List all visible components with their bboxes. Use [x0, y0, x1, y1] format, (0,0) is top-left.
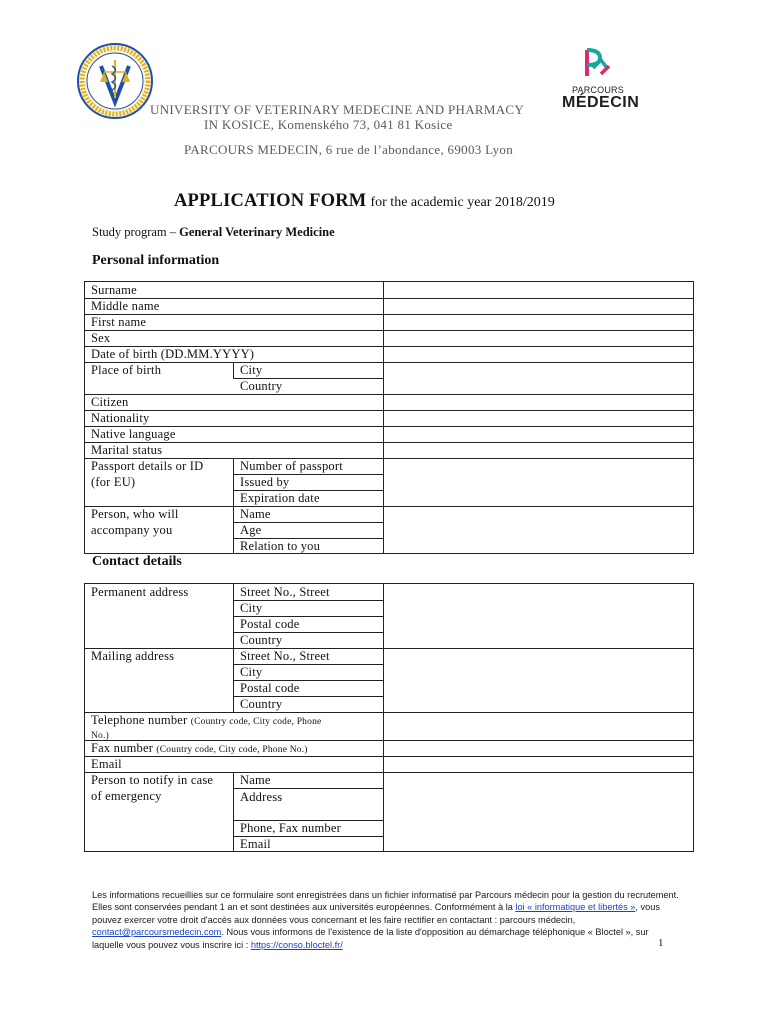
field-sex: Sex	[91, 331, 111, 345]
input-surname[interactable]	[384, 282, 693, 298]
field-mail-street: Street No., Street	[240, 649, 330, 663]
field-birth-city: City	[240, 363, 263, 377]
privacy-text-3: . Nous vous informons de l’existence de la liste d'opposition au démarchage téléphonique « Bloctel », sur laquelle vous pouvez vous inscrire ici :	[92, 927, 649, 950]
field-passport-number: Number of passport	[240, 459, 343, 473]
field-mailing-address: Mailing address	[91, 649, 175, 663]
field-marital-status: Marital status	[91, 443, 163, 457]
input-date-of-birth[interactable]	[384, 346, 693, 362]
input-middle-name[interactable]	[384, 298, 693, 314]
field-perm-street: Street No., Street	[240, 585, 330, 599]
field-fax-hint: (Country code, City code, Phone No.)	[156, 745, 308, 755]
input-citizen[interactable]	[384, 394, 693, 410]
field-date-of-birth: Date of birth (DD.MM.YYYY)	[91, 347, 255, 361]
input-marital-status[interactable]	[384, 442, 693, 458]
study-program-value: General Veterinary Medicine	[179, 225, 335, 239]
privacy-text-2: , vous pouvez exercer votre droit d'accès aux données vous concernant et les faire rectifier en contactant : parcours médecin,	[92, 902, 660, 925]
contact-details-heading: Contact details	[92, 554, 182, 569]
field-accompany-name: Name	[240, 507, 271, 521]
field-accompany-age: Age	[240, 523, 262, 537]
input-email[interactable]	[384, 756, 693, 772]
field-permanent-address: Permanent address	[91, 585, 189, 599]
field-passport-label-2: (for EU)	[91, 475, 136, 489]
privacy-text-1: Les informations recueillies sur ce formulaire sont enregistrées dans un fichier informatisé par Parcours médecin pour la gestion du recrutement. Elles sont conservées pendant 1 an et sont destinées aux universités européennes. Conformément à la	[92, 890, 679, 913]
field-perm-postal: Postal code	[240, 617, 300, 631]
field-expiration-date: Expiration date	[240, 491, 320, 505]
field-perm-country: Country	[240, 633, 283, 647]
field-fax	[91, 741, 308, 757]
input-mailing-address[interactable]	[384, 648, 693, 712]
field-place-of-birth: Place of birth	[91, 363, 162, 377]
input-sex[interactable]	[384, 330, 693, 346]
field-emergency-address: Address	[240, 790, 283, 804]
field-surname: Surname	[91, 283, 137, 297]
field-native-language: Native language	[91, 427, 176, 441]
field-emergency-phone: Phone, Fax number	[240, 821, 341, 835]
input-emergency-contact[interactable]	[384, 772, 693, 852]
input-accompany-person[interactable]	[384, 506, 693, 554]
field-nationality: Nationality	[91, 411, 150, 425]
field-mail-country: Country	[240, 697, 283, 711]
field-perm-city: City	[240, 601, 263, 615]
field-middle-name: Middle name	[91, 299, 160, 313]
contact-email-link[interactable]: contact@parcoursmedecin.com	[92, 927, 222, 938]
university-seal-logo	[76, 42, 154, 120]
field-first-name: First name	[91, 315, 147, 329]
loi-informatique-link[interactable]: loi « informatique et libertés »	[515, 902, 636, 913]
form-title-main: APPLICATION FORM	[174, 191, 367, 211]
input-birth-country[interactable]	[384, 378, 693, 394]
field-passport-label: Passport details or ID	[91, 459, 204, 473]
field-emergency-label-2: of emergency	[91, 789, 162, 803]
study-program-label: Study program –	[92, 225, 180, 239]
page-number: 1	[658, 937, 664, 949]
field-telephone-hint-2: No.)	[91, 731, 109, 741]
input-telephone[interactable]	[384, 712, 693, 740]
field-telephone-hint: (Country code, City code, Phone	[190, 717, 322, 727]
partner-logo-big-text: MÉDECIN	[562, 94, 640, 111]
field-accompany-label-2: accompany you	[91, 523, 173, 537]
input-first-name[interactable]	[384, 314, 693, 330]
privacy-notice	[92, 889, 682, 951]
study-program	[92, 225, 335, 240]
field-email: Email	[91, 757, 122, 771]
form-title	[174, 191, 555, 212]
field-fax-label: Fax number	[91, 741, 154, 755]
field-telephone	[91, 713, 321, 729]
partner-logo-small-text: PARCOURS	[572, 85, 624, 95]
input-native-language[interactable]	[384, 426, 693, 442]
field-emergency-email: Email	[240, 837, 271, 851]
personal-info-table	[84, 281, 694, 554]
input-fax[interactable]	[384, 740, 693, 756]
field-telephone-label: Telephone number	[91, 713, 188, 727]
field-citizen: Citizen	[91, 395, 129, 409]
field-birth-country: Country	[240, 379, 283, 393]
bloctel-link[interactable]: https://conso.bloctel.fr/	[250, 939, 343, 950]
field-accompany-relation: Relation to you	[240, 539, 321, 553]
university-address: IN KOSICE, Komenského 73, 041 81 Kosice	[204, 117, 453, 132]
contact-details-table	[84, 583, 694, 852]
field-issued-by: Issued by	[240, 475, 290, 489]
field-emergency-name: Name	[240, 773, 271, 787]
form-title-suffix: for the academic year 2018/2019	[370, 195, 555, 210]
field-emergency-label: Person to notify in case	[91, 773, 214, 787]
field-mail-city: City	[240, 665, 263, 679]
field-accompany-label: Person, who will	[91, 507, 179, 521]
input-nationality[interactable]	[384, 410, 693, 426]
input-passport-details[interactable]	[384, 458, 693, 506]
personal-info-heading: Personal information	[92, 253, 220, 268]
input-permanent-address[interactable]	[384, 584, 693, 648]
input-birth-city[interactable]	[384, 362, 693, 378]
field-mail-postal: Postal code	[240, 681, 300, 695]
university-name: UNIVERSITY OF VETERINARY MEDECINE AND PHARMACY	[150, 102, 525, 117]
parcours-address: PARCOURS MEDECIN, 6 rue de l’abondance, 69003 Lyon	[184, 142, 514, 157]
